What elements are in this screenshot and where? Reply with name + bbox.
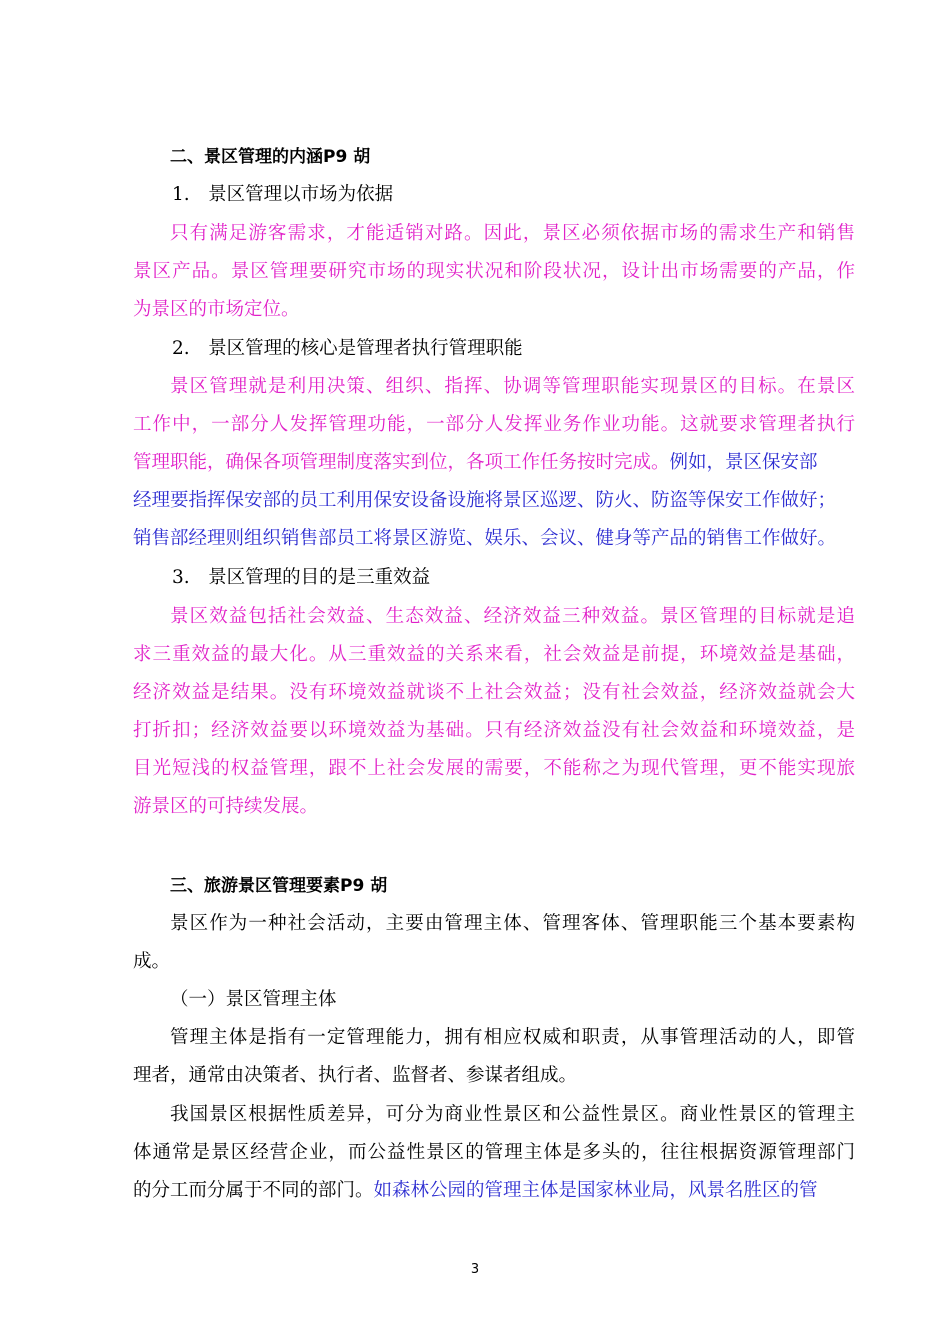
para-2-line-3-blue: 如森林公园的管理主体是国家林业局，风景名胜区的管: [373, 1180, 818, 1201]
item-1-line-3: 为景区的市场定位。: [133, 299, 300, 320]
item-1-line-1: 只有满足游客需求，才能适销对路。因此，景区必须依据市场的需求生产和销售: [170, 223, 855, 244]
item-1-title: 1. 景区管理以市场为依据: [172, 184, 394, 205]
section-3-intro-line-2: 成。: [133, 951, 171, 972]
item-2-title: 2. 景区管理的核心是管理者执行管理职能: [172, 338, 523, 359]
para-2-line-3: [133, 1179, 858, 1203]
item-1-line-2: 景区产品。景区管理要研究市场的现实状况和阶段状况，设计出市场需要的产品，作: [133, 261, 855, 282]
item-3-line-3: 经济效益是结果。没有环境效益就谈不上社会效益；没有社会效益，经济效益就会大: [133, 682, 855, 703]
item-3-title: 3. 景区管理的目的是三重效益: [172, 567, 431, 588]
para-1-line-2: 理者，通常由决策者、执行者、监督者、参谋者组成。: [133, 1065, 578, 1086]
item-2-line-3-blue: 例如，景区保安部: [669, 452, 818, 473]
item-2-line-5: 销售部经理则组织销售部员工将景区游览、娱乐、会议、健身等产品的销售工作做好。: [133, 528, 837, 549]
item-2-line-1: 景区管理就是利用决策、组织、指挥、协调等管理职能实现景区的目标。在景区: [170, 376, 855, 397]
item-3-line-5: 目光短浅的权益管理，跟不上社会发展的需要，不能称之为现代管理，更不能实现旅: [133, 758, 855, 779]
para-1-line-1: 管理主体是指有一定管理能力，拥有相应权威和职责，从事管理活动的人，即管: [170, 1027, 855, 1048]
item-2-line-2: 工作中，一部分人发挥管理功能，一部分人发挥业务作业功能。这就要求管理者执行: [133, 414, 855, 435]
item-2-line-4: 经理要指挥保安部的员工利用保安设备设施将景区巡逻、防火、防盗等保安工作做好；: [133, 490, 837, 511]
item-3-line-1: 景区效益包括社会效益、生态效益、经济效益三种效益。景区管理的目标就是追: [170, 606, 855, 627]
item-3-line-4: 打折扣；经济效益要以环境效益为基础。只有经济效益没有社会效益和环境效益，是: [133, 720, 855, 741]
subsection-1-title: （一）景区管理主体: [170, 989, 337, 1010]
para-2-line-3-black: 的分工而分属于不同的部门。: [133, 1180, 374, 1201]
item-3-line-2: 求三重效益的最大化。从三重效益的关系来看，社会效益是前提，环境效益是基础，: [133, 644, 855, 665]
item-2-line-3: [133, 451, 858, 475]
section-3-intro-line-1: 景区作为一种社会活动，主要由管理主体、管理客体、管理职能三个基本要素构: [170, 913, 855, 934]
item-2-line-3-magenta: 管理职能，确保各项管理制度落实到位，各项工作任务按时完成。: [133, 452, 670, 473]
page-number: 3: [470, 1262, 480, 1277]
item-3-line-6: 游景区的可持续发展。: [133, 796, 319, 817]
para-2-line-1: 我国景区根据性质差异，可分为商业性景区和公益性景区。商业性景区的管理主: [170, 1104, 855, 1125]
section-2-heading: 二、景区管理的内涵P9 胡: [170, 147, 371, 167]
para-2-line-2: 体通常是景区经营企业，而公益性景区的管理主体是多头的，往往根据资源管理部门: [133, 1142, 855, 1163]
section-3-heading: 三、旅游景区管理要素P9 胡: [170, 876, 388, 896]
